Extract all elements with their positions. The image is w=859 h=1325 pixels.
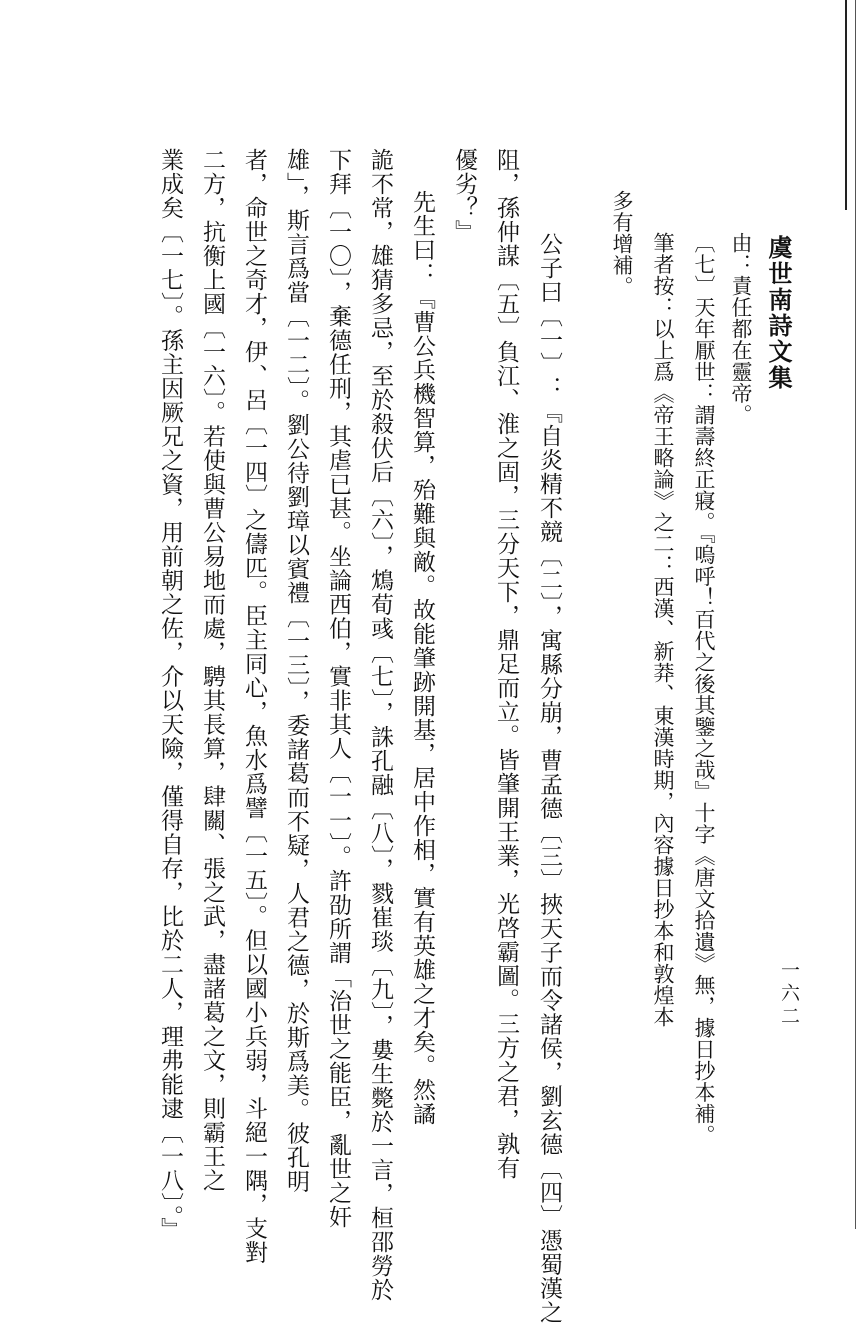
body-column-7: 雄」，斯言爲當〔一二〕。劉公待劉璋以賓禮〔一三〕，委諸葛而不疑，人君之德，於斯爲美。彼孔明 xyxy=(283,148,309,1194)
note-6-text: 由：責任都在靈帝。 xyxy=(729,232,753,426)
editor-note-line-2: 多有增補。 xyxy=(610,190,634,298)
body-column-9: 二方，抗衡上國〔一六〕。若使與曹公易地而處，騁其長算，肆關、張之武，盡諸葛之文，則霸王之 xyxy=(199,148,225,1193)
page-number: 一六二 xyxy=(778,960,800,1029)
body-column-6: 下拜〔一〇〕，棄德任刑，其虐已甚。坐論西伯，實非其人〔一一〕。許劭所謂「治世之能臣，亂世之奸 xyxy=(325,148,351,1229)
body-column-4: 先生曰：『曹公兵機智算，殆難與敵。故能肇跡開基，居中作相，實有英雄之才矣。然譎 xyxy=(409,190,435,1126)
scan-edge-far-right xyxy=(855,0,856,1229)
body-column-10: 業成矣〔一七〕。孫主因厥兄之資，用前朝之佐，介以天險，僅得自存，比於二人，理弗能逮〔一八〕。』 xyxy=(157,148,183,1242)
body-column-3: 優劣？』 xyxy=(451,148,477,244)
note-7-text: 〔七〕天年厭世：謂壽終正寢。『嗚呼！百代之後其鑒之哉』十字《唐文拾遺》無，據日抄本補。 xyxy=(692,232,716,1146)
body-column-5: 詭不常，雄猜多忌，至於殺伏后〔六〕，鴆荀彧〔七〕，誅孔融〔八〕，戮崔琰〔九〕，婁生斃於一言，桓邵勞於 xyxy=(367,148,393,1302)
editor-note-line-1: 筆者按：以上爲《帝王略論》之二：西漢、新莽、東漢時期，內容據日抄本和敦煌本 xyxy=(651,232,675,1028)
body-column-1: 公子曰〔一〕：『自炎精不競〔二〕，寓縣分崩，曹孟德〔三〕挾天子而令諸侯，劉玄德〔四〕憑蜀漢之 xyxy=(536,232,562,1325)
body-column-8: 者，命世之奇才，伊、呂〔一四〕之儔匹。臣主同心，魚水爲譬〔一五〕。但以國小兵弱，斗絕一隅，支對 xyxy=(241,148,267,1265)
scan-edge-right xyxy=(845,0,847,210)
page-header-title: 虞世南詩文集 xyxy=(764,235,793,391)
body-column-2: 阻，孫仲謀〔五〕負江、淮之固，三分天下，鼎足而立。皆肇開王業，光啓霸圖。三方之君，孰有 xyxy=(493,148,519,1180)
